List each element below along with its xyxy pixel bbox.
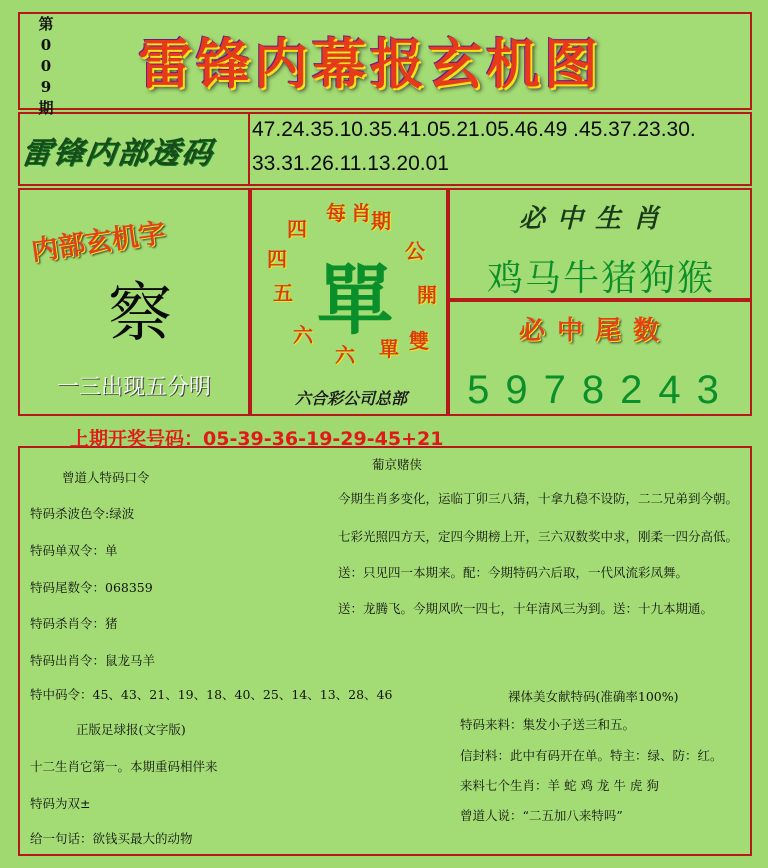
left-text-line: 特码尾数令：068359 xyxy=(30,580,153,595)
right-top-line: 今期生肖多变化，运临丁卯三八猜，十拿九稳不设防，二二兄弟到今朝。 xyxy=(338,491,739,506)
ring-char: 六 xyxy=(335,343,355,367)
left-text-line: 特码单双令：单 xyxy=(30,543,118,558)
numbers-label: 雷锋内部透码 xyxy=(19,136,216,171)
left-text-line: 十二生肖它第一。本期重码相伴来 xyxy=(30,759,218,774)
right-top-line: 七彩光照四方天，定四今期榜上开，三六双数奖中求，刚柔一四分高低。 xyxy=(338,529,739,544)
numbers-line-2: 33.31.26.11.13.20.01 xyxy=(252,152,449,175)
left-text-line: 特中码令：45、43、21、19、18、40、25、14、13、28、46 xyxy=(30,687,393,702)
ring-char: 四 xyxy=(287,217,307,241)
secret-hint: 一三出现五分明 xyxy=(56,375,211,400)
ring-char: 公 xyxy=(405,239,425,263)
right-bottom-line: 来料七个生肖：羊 蛇 鸡 龙 牛 虎 狗 xyxy=(460,778,659,793)
left-text-line: 特码杀肖令：猪 xyxy=(30,616,118,631)
right-bottom-line: 信封料：此中有码开在单。特主：绿、防：红。 xyxy=(460,748,723,763)
secret-character: 察 xyxy=(108,277,172,351)
last-draw-numbers: 上期开奖号码：05-39-36-19-29-45+21 xyxy=(70,428,444,450)
ring-char: 開 xyxy=(417,283,437,307)
issue-number xyxy=(34,14,58,119)
secret-label: 内部玄机字 xyxy=(29,217,168,268)
issue-char: 0 xyxy=(40,36,52,54)
left-text-line: 正版足球报(文字版) xyxy=(76,722,186,737)
tail-label: 必中尾数 xyxy=(518,316,671,346)
issue-char: 0 xyxy=(40,57,52,75)
ring-char: 四 xyxy=(267,247,287,271)
ring-char: 六 xyxy=(293,323,313,347)
page-title: 雷锋内幕报玄机图 xyxy=(138,32,602,96)
left-text-line: 曾道人特码口令 xyxy=(62,470,150,485)
ring-char: 肖 xyxy=(351,201,371,225)
issue-char: 第 xyxy=(38,15,54,33)
center-main-char: 單 xyxy=(317,256,393,345)
left-text-line: 特码杀波色令:绿波 xyxy=(30,506,135,521)
right-top-line: 送：龙腾飞。今期风吹一四七，十年清风三为到。送：十九本期通。 xyxy=(338,601,714,616)
left-text-line: 特码为双± xyxy=(30,796,91,811)
left-text-line: 特码出肖令：鼠龙马羊 xyxy=(30,653,156,668)
left-text-line: 给一句话：欲钱买最大的动物 xyxy=(30,831,193,846)
right-bottom-line: 曾道人说：“二五加八来特吗” xyxy=(460,808,623,823)
tail-value: 5978243 xyxy=(467,368,735,412)
ring-char: 雙 xyxy=(409,329,429,353)
ring-char: 五 xyxy=(273,281,293,305)
ring-char: 期 xyxy=(371,209,391,233)
right-top-title: 葡京赌侠 xyxy=(372,457,423,472)
right-top-line: 送：只见四一本期来。配：今期特码六后取，一代风流彩凤舞。 xyxy=(338,565,689,580)
zodiac-value: 鸡马牛猪狗猴 xyxy=(486,258,715,299)
issue-char: 9 xyxy=(40,78,52,96)
company-label: 六合彩公司总部 xyxy=(294,389,407,408)
issue-char: 期 xyxy=(38,99,54,117)
ring-char: 每 xyxy=(326,201,346,225)
right-bottom-title: 裸体美女献特码(准确率100%) xyxy=(508,689,679,704)
numbers-line-1: 47.24.35.10.35.41.05.21.05.46.49 .45.37.23.30. xyxy=(252,118,696,141)
zodiac-label: 必中生肖 xyxy=(518,204,671,234)
ring-char: 單 xyxy=(379,337,399,361)
right-bottom-line: 特码来料：集发小子送三和五。 xyxy=(460,717,636,732)
